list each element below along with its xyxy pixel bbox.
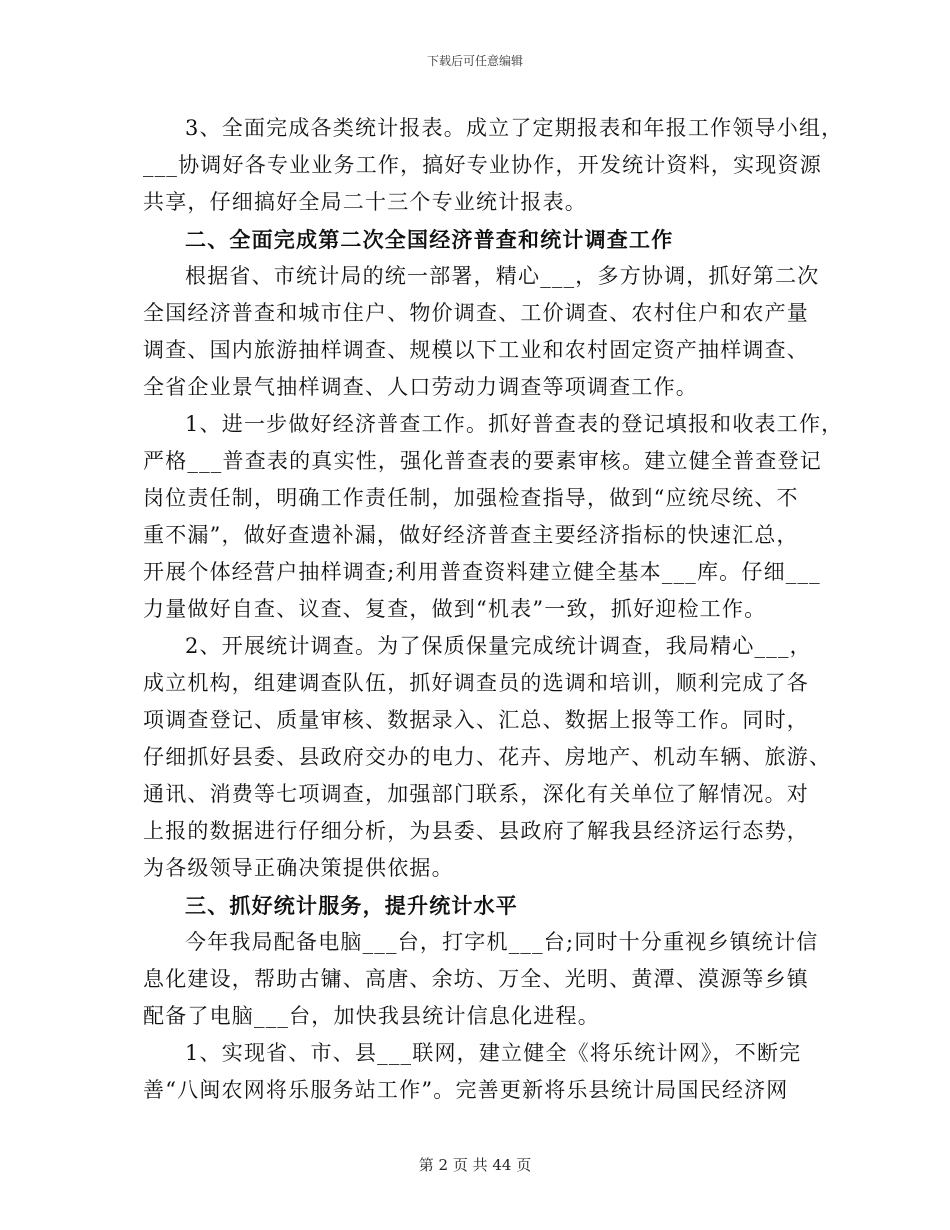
text-line: 调查、国内旅游抽样调查、规模以下工业和农村固定资产抽样调查、 bbox=[143, 338, 809, 362]
text-line: 共享，仔细搞好全局二十三个专业统计报表。 bbox=[143, 190, 587, 214]
text-line: 力量做好自查、议查、复查，做到“机表”一致，抓好迎检工作。 bbox=[143, 597, 767, 621]
text-line: 成立机构，组建调查队伍，抓好调查员的选调和培训，顺利完成了各 bbox=[143, 671, 809, 695]
text-line: 严格___普查表的真实性，强化普查表的要素审核。建立健全普查登记 bbox=[143, 449, 822, 473]
text-line: 2、开展统计调查。为了保质保量完成统计调查，我局精心___， bbox=[185, 634, 812, 658]
text-line: 3、全面完成各类统计报表。成立了定期报表和年报工作领导小组， bbox=[185, 116, 844, 140]
text-line: 岗位责任制，明确工作责任制，加强检查指导，做到“应统尽统、不 bbox=[143, 486, 799, 510]
text-line: 配备了电脑___台，加快我县统计信息化进程。 bbox=[143, 1004, 600, 1028]
text-line: 1、实现省、市、县___联网，建立健全《将乐统计网》，不断完 bbox=[185, 1041, 802, 1065]
text-line: ___协调好各专业业务工作，搞好专业协作，开发统计资料，实现资源 bbox=[143, 153, 822, 177]
page-footer: 第 2 页 共 44 页 bbox=[418, 1156, 532, 1174]
section-heading: 二、全面完成第二次全国经济普查和统计调查工作 bbox=[185, 227, 674, 252]
text-line: 通讯、消费等七项调查，加强部门联系，深化有关单位了解情况。对 bbox=[143, 782, 809, 806]
text-line: 重不漏”，做好查遗补漏，做好经济普查主要经济指标的快速汇总， bbox=[143, 523, 799, 547]
text-line: 项调查登记、质量审核、数据录入、汇总、数据上报等工作。同时， bbox=[143, 708, 809, 732]
text-line: 善“八闽农网将乐服务站工作”。完善更新将乐县统计局国民经济网 bbox=[143, 1078, 789, 1102]
text-line: 今年我局配备电脑___台，打字机___台;同时十分重视乡镇统计信 bbox=[185, 930, 819, 954]
text-line: 上报的数据进行仔细分析，为县委、县政府了解我县经济运行态势， bbox=[143, 819, 809, 843]
text-line: 1、进一步做好经济普查工作。抓好普查表的登记填报和收表工作， bbox=[185, 412, 844, 436]
text-line: 全国经济普查和城市住户、物价调查、工价调查、农村住户和农产量 bbox=[143, 301, 809, 325]
document-body bbox=[143, 110, 844, 1109]
text-line: 全省企业景气抽样调查、人口劳动力调查等项调查工作。 bbox=[143, 375, 698, 399]
text-line: 仔细抓好县委、县政府交办的电力、花卉、房地产、机动车辆、旅游、 bbox=[143, 745, 832, 769]
text-line: 开展个体经营户抽样调查;利用普查资料建立健全基本___库。仔细___ bbox=[143, 560, 821, 584]
section-heading: 三、抓好统计服务，提升统计水平 bbox=[185, 893, 518, 918]
text-line: 为各级领导正确决策提供依据。 bbox=[143, 856, 454, 880]
text-line: 息化建设，帮助古镛、高唐、余坊、万全、光明、黄潭、漠源等乡镇 bbox=[143, 967, 809, 991]
text-line: 根据省、市统计局的统一部署，精心___，多方协调，抓好第二次 bbox=[185, 264, 820, 288]
page-header: 下载后可任意编辑 bbox=[426, 54, 523, 68]
